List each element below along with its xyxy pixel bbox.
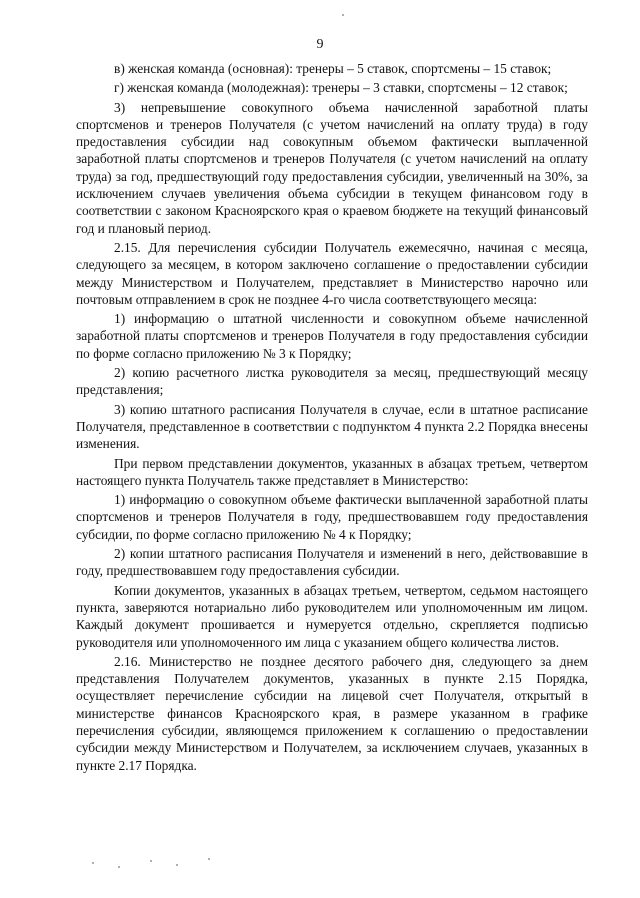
paragraph-women-youth-team: г) женская команда (молодежная): тренеры – 3 ставки, спортсмены – 12 ставок; [114,80,568,96]
paragraph-actual-payroll-info: 1) информацию о совокупном объеме фактически выплаченной заработной платы спортсменов и тренеров Получателя в году, предшествовавшем году предоставления субсидии, по форме согласно приложению № 4 к Порядку; [76,492,588,542]
scan-speck [118,866,120,868]
scan-speck [208,858,210,860]
paragraph-first-submission: При первом представлении документов, указанных в абзацах третьем, четвертом настоящего пункта Получатель также представляет в Министерство: [76,455,588,488]
scan-speck [92,862,94,864]
scan-speck [342,14,344,16]
paragraph-schedule-changes-copy: 2) копии штатного расписания Получателя и изменений в него, действовавшие в году, предшествовавшем году предоставления субсидии. [76,546,588,579]
paragraph-copies-certification: Копии документов, указанных в абзацах третьем, четвертом, седьмом настоящего пункта, заверяются нотариально либо руководителем или уполномоченным им лицом. Каждый документ прошивается и нумеруется отдельно, скрепляется подписью руководителя или уполномоченного им лица с указанием общего количества листов. [76,582,588,650]
paragraph-2-15: 2.15. Для перечисления субсидии Получатель ежемесячно, начиная с месяца, следующего за месяцем, в котором заключено соглашение о предоставлении субсидии между Министерством и Получателем, представляет в Министерство нарочно или почтовым отправлением в срок не позднее 4-го числа соответствующего месяца: [76,239,588,307]
paragraph-payslip-copy: 2) копию расчетного листка руководителя за месяц, предшествующий месяцу представления; [76,365,588,398]
document-body [76,60,588,774]
page-number: 9 [316,37,324,52]
paragraph-women-main-team: в) женская команда (основная): тренеры – 5 ставок, спортсмены – 15 ставок; [114,61,552,76]
scan-speck [176,864,178,866]
paragraph-payroll-limit: 3) непревышение совокупного объема начисленной заработной платы спортсменов и тренеров Получателя (с учетом начислений на оплату труда) в году предоставления субсидии над совокупным объемом фактически выплаченной заработной платы спортсменов и тренеров Получателя (с учетом начислений на оплату труда) за год, предшествующий году предоставления субсидии, увеличенный на 30%, за исключением случаев увеличения объема субсидии в текущем финансовом году в соответствии с законом Красноярского края о краевом бюджете на текущий финансовый год и плановый период. [76,99,588,236]
paragraph-staff-info: 1) информацию о штатной численности и совокупном объеме начисленной заработной платы спортсменов и тренеров Получателя в году предоставления субсидии по форме согласно приложению № 3 к Порядку; [76,311,588,361]
paragraph-staff-schedule-copy: 3) копию штатного расписания Получателя в случае, если в штатное расписание Получателя, представленное в соответствии с подпунктом 4 пункта 2.2 Порядка внесены изменения. [76,401,588,452]
scan-speck [150,860,152,862]
paragraph-2-16: 2.16. Министерство не позднее десятого рабочего дня, следующего за днем представления Получателем документов, указанных в пункте 2.15 Порядка, осуществляет перечисление субсидии на лицевой счет Получателя, открытый в министерстве финансов Красноярского края, в размере указанном в графике перечисления субсидии, являющемся приложением к соглашению о предоставлении субсидии между Министерством и Получателем, за исключением случаев, указанных в пункте 2.17 Порядка. [76,653,588,773]
